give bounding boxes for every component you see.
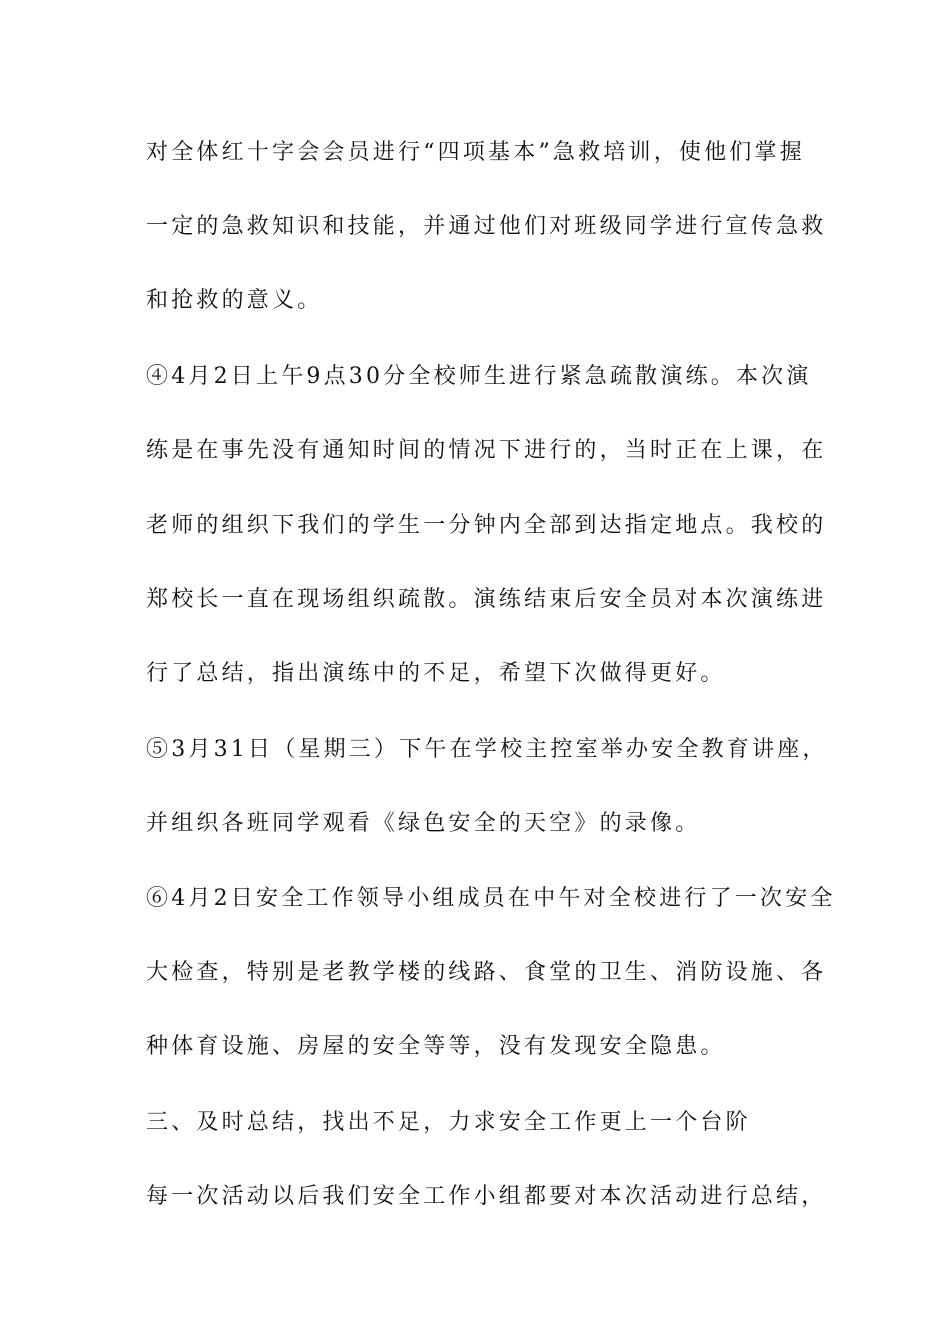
- text-line: ④4月2日上午9点30分全校师生进行紧急疏散演练。本次演: [146, 364, 812, 389]
- text-line: 对全体红十字会会员进行“四项基本”急救培训，使他们掌握: [146, 140, 805, 165]
- text-line: 行了总结，指出演练中的不足，希望下次做得更好。: [146, 661, 726, 686]
- text-line: ⑤3月31日（星期三）下午在学校主控室举办安全教育讲座，: [146, 737, 828, 762]
- text-line: 每一次活动以后我们安全工作小组都要对本次活动进行总结，: [146, 1184, 827, 1209]
- section-heading: 三、及时总结，找出不足，力求安全工作更上一个台阶: [146, 1110, 751, 1135]
- text-line: 练是在事先没有通知时间的情况下进行的，当时正在上课，在: [146, 438, 827, 463]
- text-line: 郑校长一直在现场组织疏散。演练结束后安全员对本次演练进: [146, 587, 827, 612]
- text-line: 种体育设施、房屋的安全等等，没有发现安全隐患。: [146, 1034, 726, 1059]
- text-line: 大检查，特别是老教学楼的线路、食堂的卫生、消防设施、各: [146, 960, 827, 985]
- text-line: 并组织各班同学观看《绿色安全的天空》的录像。: [146, 811, 701, 836]
- text-line: 一定的急救知识和技能，并通过他们对班级同学进行宣传急救: [146, 214, 827, 239]
- text-line: ⑥4月2日安全工作领导小组成员在中午对全校进行了一次安全: [146, 886, 836, 911]
- text-line: 和抢救的意义。: [146, 288, 323, 313]
- text-line: 老师的组织下我们的学生一分钟内全部到达指定地点。我校的: [146, 513, 827, 538]
